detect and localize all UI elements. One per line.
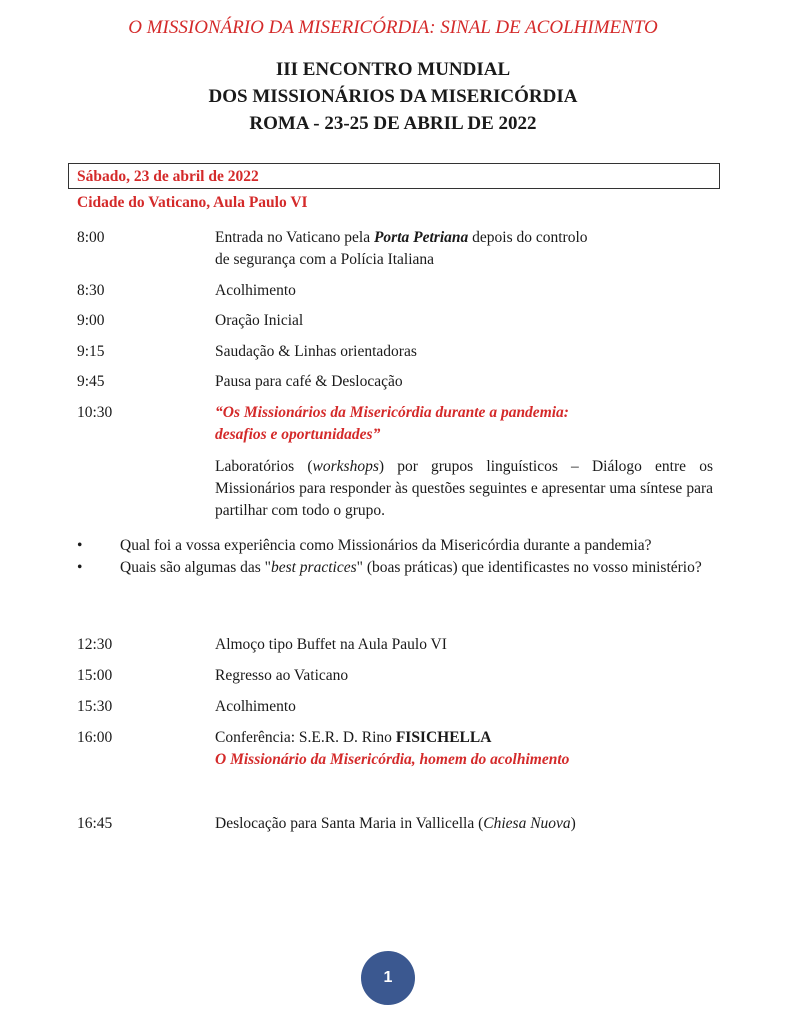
conference-title: O Missionário da Misericórdia, homem do acolhimento bbox=[215, 751, 570, 768]
entry-text: Entrada no Vaticano pela bbox=[215, 229, 374, 246]
event-title-line-3: ROMA - 23-25 DE ABRIL DE 2022 bbox=[249, 113, 537, 134]
entry-text: Laboratórios ( bbox=[215, 458, 313, 475]
schedule-description: Regresso ao Vaticano bbox=[215, 667, 349, 684]
schedule-time: 16:00 bbox=[77, 729, 113, 746]
day-venue: Cidade do Vaticano, Aula Paulo VI bbox=[77, 194, 308, 211]
entry-text: Deslocação para Santa Maria in Vallicella ( bbox=[215, 815, 484, 832]
schedule-time: 10:30 bbox=[77, 404, 113, 421]
schedule-description: Saudação & Linhas orientadoras bbox=[215, 343, 417, 360]
schedule-time: 12:30 bbox=[77, 636, 113, 653]
schedule-description bbox=[215, 402, 720, 522]
speaker-name: FISICHELLA bbox=[395, 729, 492, 746]
event-title bbox=[0, 56, 786, 137]
question-item bbox=[77, 535, 717, 557]
event-title-line-1: III ENCONTRO MUNDIAL bbox=[275, 59, 511, 80]
entry-emphasis: Porta Petriana bbox=[373, 229, 469, 246]
schedule-description: Acolhimento bbox=[215, 698, 296, 715]
question-emphasis: best practices bbox=[270, 559, 357, 576]
schedule-time: 9:45 bbox=[77, 373, 105, 390]
entry-text: de segurança com a Polícia Italiana bbox=[215, 251, 435, 268]
entry-emphasis: Chiesa Nuova bbox=[483, 815, 571, 832]
schedule-time: 8:00 bbox=[77, 229, 105, 246]
question-text: " (boas práticas) que identificastes no vosso ministério? bbox=[356, 559, 702, 576]
schedule-description bbox=[215, 727, 720, 771]
session-theme-line: “Os Missionários da Misericórdia durante a pandemia: bbox=[215, 404, 569, 421]
schedule-time: 16:45 bbox=[77, 815, 113, 832]
session-theme bbox=[215, 402, 720, 446]
entry-text: ) bbox=[570, 815, 576, 832]
document-top-title: O MISSIONÁRIO DA MISERICÓRDIA: SINAL DE ACOLHIMENTO bbox=[128, 17, 658, 38]
page-number-badge: 1 bbox=[361, 951, 415, 1005]
bullet-icon: • bbox=[77, 537, 83, 554]
schedule-description: Almoço tipo Buffet na Aula Paulo VI bbox=[215, 636, 447, 653]
schedule-time: 15:30 bbox=[77, 698, 113, 715]
schedule-description bbox=[215, 227, 720, 271]
session-theme-line: desafios e oportunidades” bbox=[215, 426, 381, 443]
question-list bbox=[77, 535, 717, 579]
schedule-description: Oração Inicial bbox=[215, 312, 304, 329]
entry-text: ) por grupos linguísticos – Diálogo entre os Missionários para responder às questões seguintes e apresentar uma síntese para partilhar com todo o grupo. bbox=[215, 458, 713, 519]
bullet-icon: • bbox=[77, 559, 83, 576]
schedule-description: Pausa para café & Deslocação bbox=[215, 373, 403, 390]
schedule-time: 9:00 bbox=[77, 312, 105, 329]
question-text: Quais são algumas das " bbox=[120, 559, 271, 576]
schedule-description: Acolhimento bbox=[215, 282, 296, 299]
workshop-description bbox=[215, 456, 713, 522]
schedule-time: 8:30 bbox=[77, 282, 105, 299]
entry-text: Conferência: S.E.R. D. Rino bbox=[215, 729, 396, 746]
day-date-box: Sábado, 23 de abril de 2022 bbox=[68, 163, 720, 189]
schedule-description bbox=[215, 813, 720, 835]
entry-emphasis: workshops bbox=[312, 458, 379, 475]
question-text: Qual foi a vossa experiência como Missionários da Misericórdia durante a pandemia? bbox=[120, 537, 652, 554]
event-title-line-2: DOS MISSIONÁRIOS DA MISERICÓRDIA bbox=[208, 86, 578, 107]
question-item bbox=[77, 557, 717, 579]
schedule-time: 15:00 bbox=[77, 667, 113, 684]
entry-text: depois do controlo bbox=[468, 229, 588, 246]
schedule-time: 9:15 bbox=[77, 343, 105, 360]
